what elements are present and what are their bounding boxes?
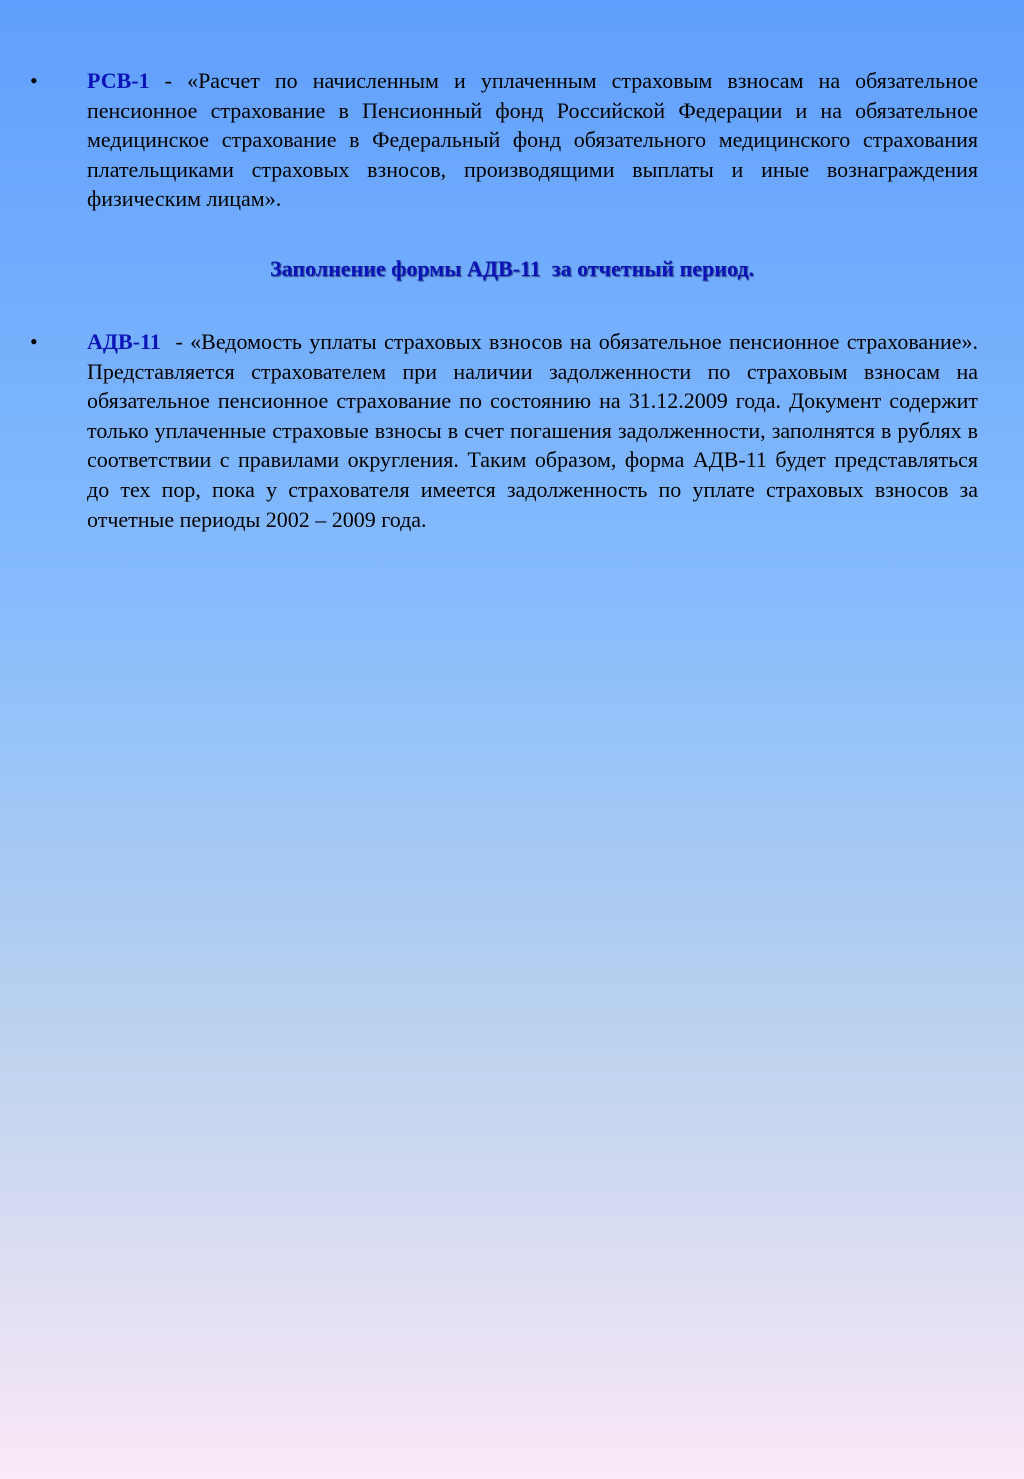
bullet-text <box>87 66 978 214</box>
term-separator: - <box>149 68 188 93</box>
term-rsv-1: РСВ-1 <box>87 68 150 93</box>
bullet-marker: • <box>30 68 38 93</box>
bullet-item-rsv-1 <box>30 66 978 214</box>
term-separator: - <box>160 329 191 354</box>
bullet-item-adv-11 <box>30 327 978 534</box>
section-heading: Заполнение формы АДВ-11 за отчетный период. <box>270 256 754 281</box>
bullet-marker: • <box>30 329 38 354</box>
bullet-text <box>87 327 978 534</box>
definition-adv-11: «Ведомость уплаты страховых взносов на обязательное пенсионное страхование». Представляется страхователем при наличии задолженности по страховым взносам на обязательное пенсионное страхование по состоянию на 31.12.2009 года. Документ содержит только уплаченные страховые взносы в счет погашения задолженности, заполнятся в рублях в соответствии с правилами округления. Таким образом, форма АДВ-11 будет представляться до тех пор, пока у страхователя имеется задолженность по уплате страховых взносов за отчетные периоды 2002 – 2009 года. <box>87 329 979 532</box>
term-adv-11: АДВ-11 <box>87 329 161 354</box>
definition-rsv-1: «Расчет по начисленным и уплаченным страховым взносам на обязательное пенсионное страхование в Пенсионный фонд Российской Федерации и на обязательное медицинское страхование в Федеральный фонд обязательного медицинского страхования плательщиками страховых взносов, производящими выплаты и иные вознаграждения физическим лицам». <box>87 68 979 212</box>
